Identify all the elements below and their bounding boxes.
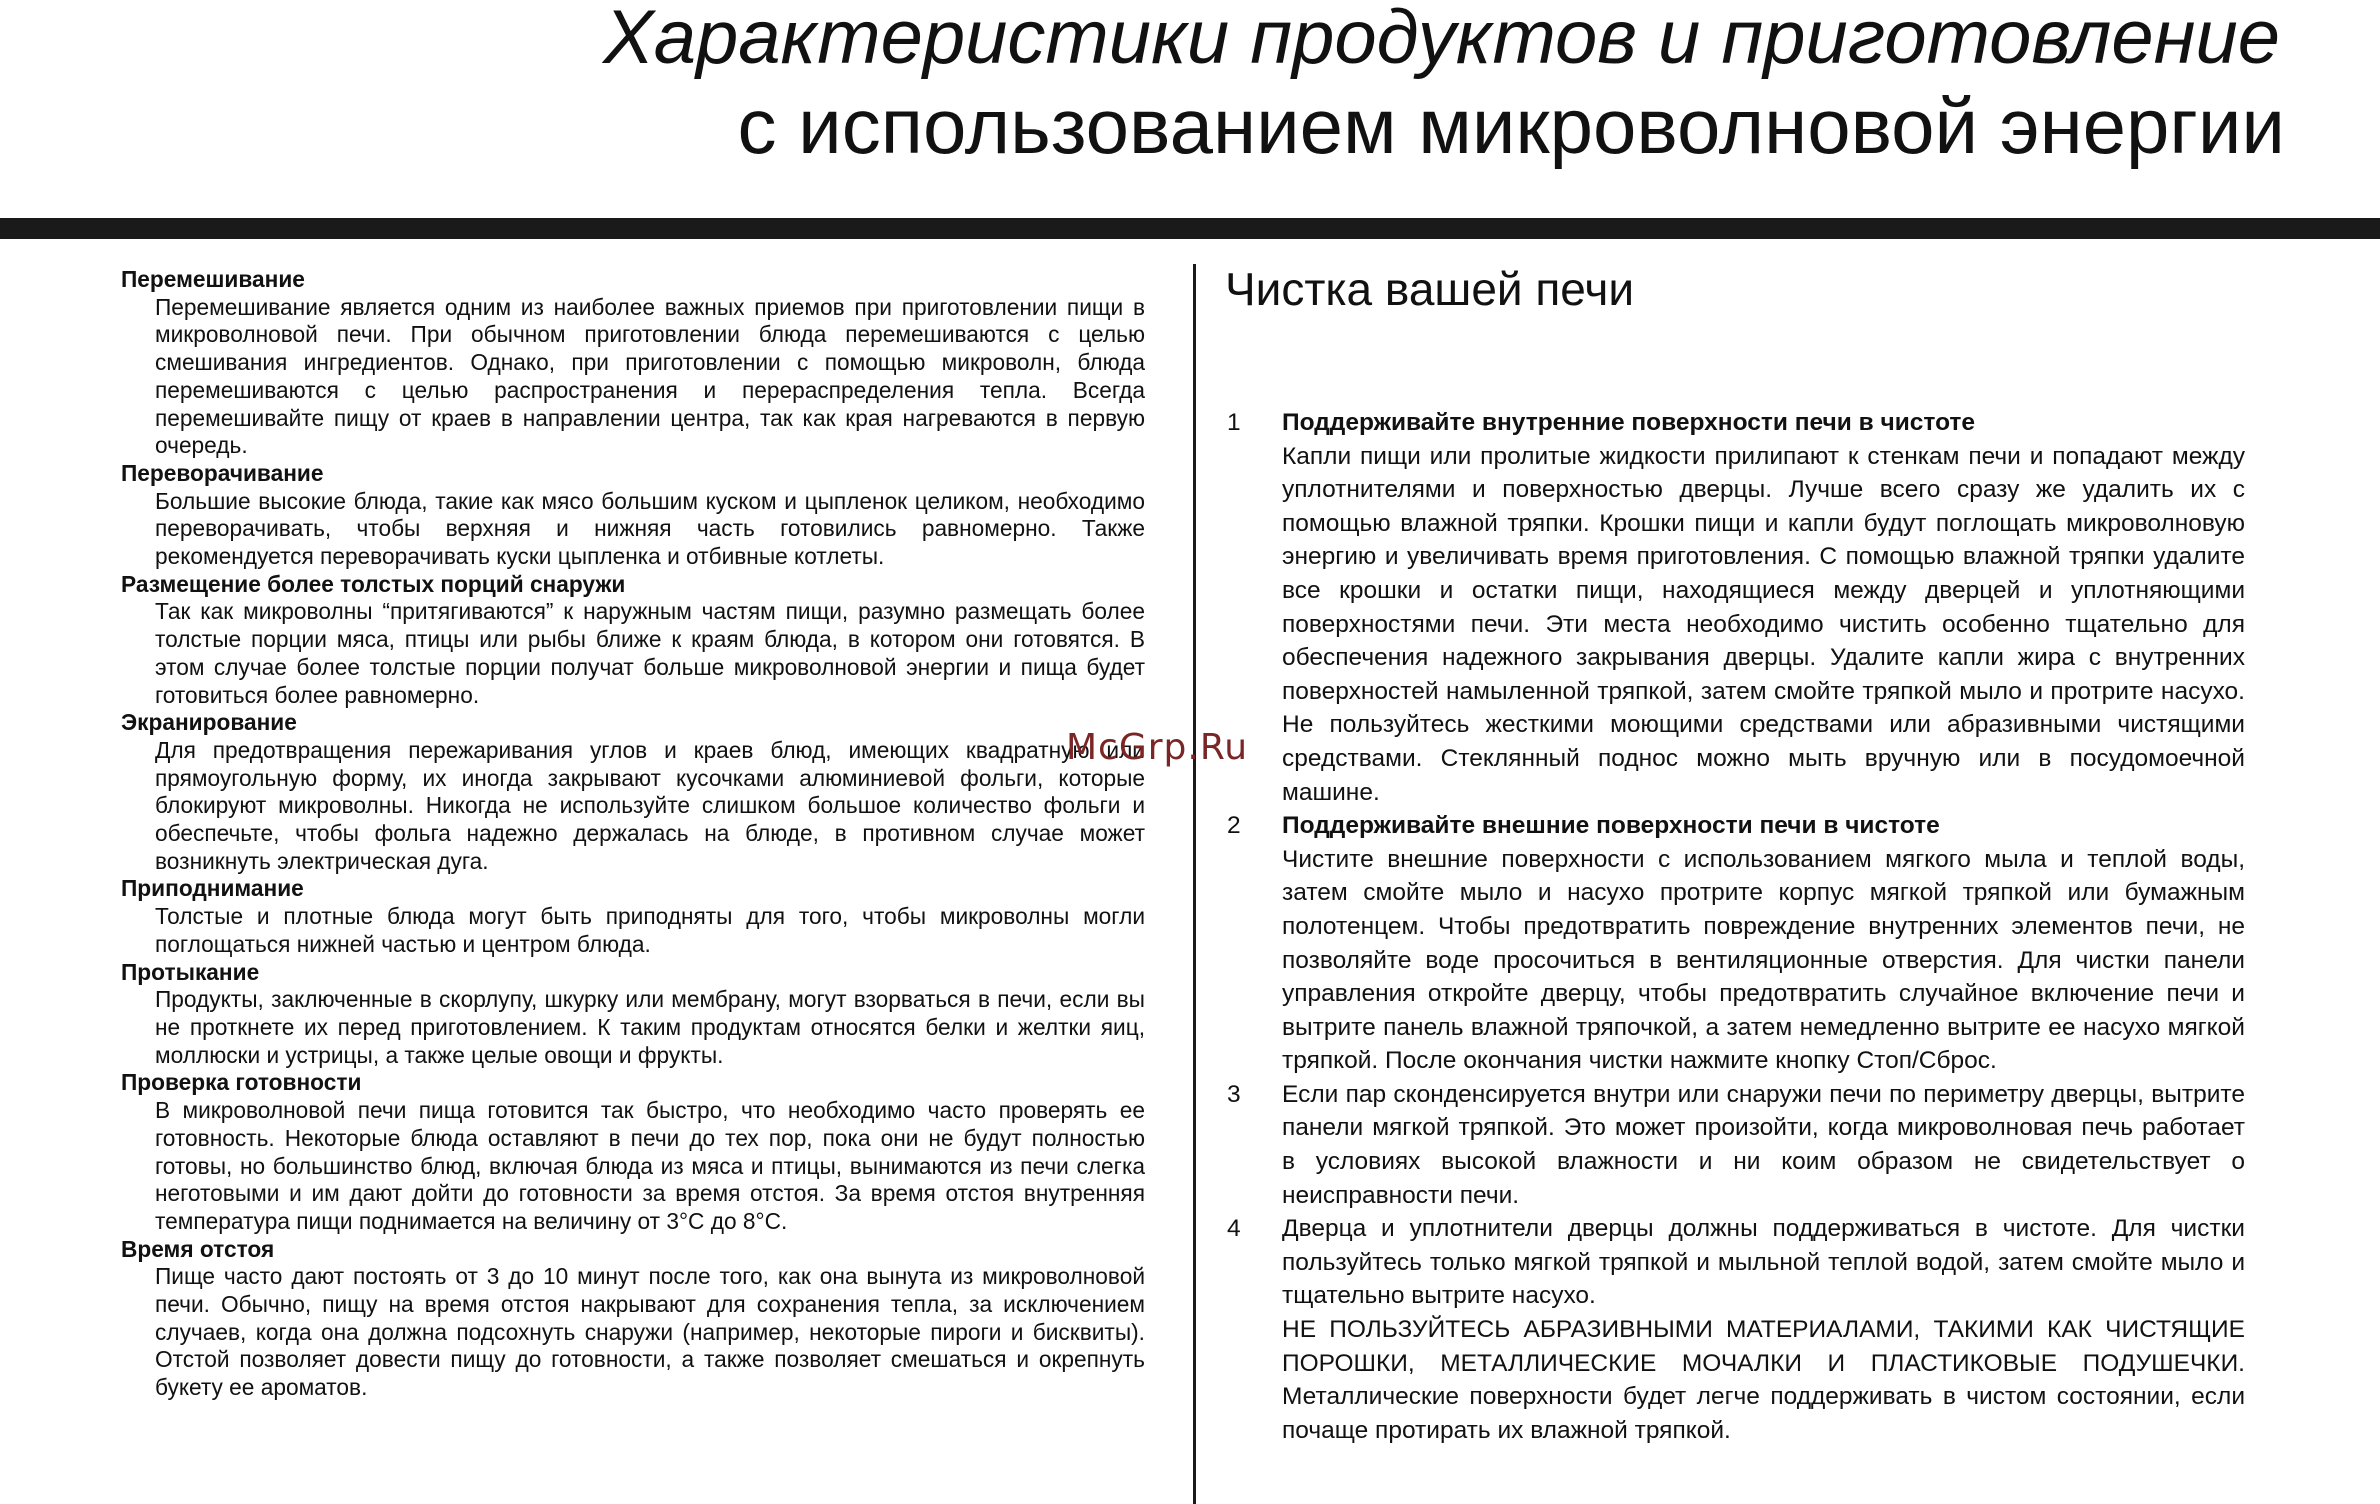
section-thick-portions <box>121 571 1145 710</box>
column-divider <box>1193 264 1196 1504</box>
item-number: 4 <box>1227 1215 1241 1243</box>
page-title-line1: Характеристики продуктов и приготовление <box>603 0 2280 80</box>
section-turning <box>121 460 1145 571</box>
section-text: В микроволновой печи пища готовится так быстро, что необходимо часто проверять ее готовность. Некоторые блюда оставляют в печи до тех пор, пока они не будут полностью готовы, но большинство блюд, включая блюда из мяса и птицы, вынимаются из печи слегка неготовыми и им дают дойти до готовности за время отстоя. За время отстоя внутренняя температура пищи поднимается на величину от 3°С до 8°С. <box>155 1097 1145 1234</box>
cleaning-title: Чистка вашей печи <box>1225 263 1635 315</box>
item-number: 2 <box>1227 812 1241 840</box>
section-text: Для предотвращения пережаривания углов и краев блюд, имеющих квадратную или прямоугольную форму, их иногда закрывают кусочками алюминиевой фольги, которые блокируют микроволны. Никогда не используйте слишком большое количество фольги и обеспечьте, чтобы фольга надежно держалась на блюде, в противном случае может возникнуть электрическая дуга. <box>155 736 1145 874</box>
section-text: Толстые и плотные блюда могут быть приподняты для того, чтобы микроволны могли поглощаться нижней частью и центром блюда. <box>155 903 1145 957</box>
section-shielding <box>121 709 1145 875</box>
section-text: Пище часто дают постоять от 3 до 10 минут после того, как она вынута из микроволновой печи. Обычно, пищу на время отстоя накрывают для сохранения тепла, за исключением случаев, когда она должна подсохнуть снаружи (например, некоторые пироги и бисквиты). Отстой позволяет довести пищу до готовности, а также позволяет смешаться и окрепнуть букету ее ароматов. <box>155 1263 1145 1401</box>
section-doneness <box>121 1069 1145 1235</box>
cleaning-item <box>1225 1212 2245 1447</box>
item-text: Чистите внешние поверхности с использованием мягкого мыла и теплой воды, затем смойте мыло и насухо протрите корпус мягкой тряпкой или бумажным полотенцем. Чтобы предотвратить повреждение внутренних элементов печи, не позволяйте воде просочиться в вентиляционные отверстия. Для чистки панели управления откройте дверцу, чтобы предотвратить случайное включение печи и вытрите панель влажной тряпочкой, а затем немедленно вытрите ее насухо мягкой тряпкой. После окончания чистки нажмите кнопку Стоп/Сброс. <box>1282 845 2245 1075</box>
left-column <box>121 266 1145 1402</box>
watermark: McGrp.Ru <box>1066 727 1249 768</box>
cleaning-item <box>1225 1078 2245 1212</box>
section-heading: Проверка готовности <box>121 1069 362 1096</box>
section-text: Большие высокие блюда, такие как мясо большим куском и цыпленок целиком, необходимо переворачивать, чтобы верхняя и нижняя часть готовились равномерно. Также рекомендуется переворачивать куски цыпленка и отбивные котлеты. <box>155 487 1145 570</box>
page-header <box>0 0 2380 218</box>
item-text: Дверца и уплотнители дверцы должны поддерживаться в чистоте. Для чистки пользуйтесь только мягкой тряпкой и мыльной теплой водой, затем смойте мыло и тщательно вытрите насухо. <box>1282 1215 2245 1310</box>
section-heading: Время отстоя <box>121 1235 275 1262</box>
section-heading: Протыкание <box>121 958 260 985</box>
item-number: 1 <box>1227 409 1241 436</box>
section-heading: Перемешивание <box>121 266 305 292</box>
cleaning-item <box>1225 406 2245 809</box>
item-number: 3 <box>1227 1080 1241 1108</box>
cleaning-item <box>1225 809 2245 1078</box>
section-heading: Приподнимание <box>121 875 304 902</box>
section-heading: Экранирование <box>121 709 297 736</box>
section-text: Продукты, заключенные в скорлупу, шкурку или мембрану, могут взорваться в печи, если вы не проткнете их перед приготовлением. К таким продуктам относятся белки и желтки яиц, моллюски и устрицы, а также целые овощи и фрукты. <box>155 986 1145 1068</box>
section-piercing <box>121 959 1145 1070</box>
page-title-line2: с использованием микроволновой энергии <box>737 82 2285 170</box>
item-text: Если пар сконденсируется внутри или снаружи печи по периметру дверцы, вытрите панели мягкой тряпкой. Это может произойти, когда микроволновая печь работает в условиях высокой влажности и ни коим образом не свидетельствует о неисправности печи. <box>1282 1080 2245 1209</box>
section-raising <box>121 875 1145 958</box>
header-rule <box>0 218 2380 239</box>
section-mixing <box>121 266 1145 460</box>
section-text: Перемешивание является одним из наиболее важных приемов при приготовлении пищи в микроволновой печи. При обычном приготовлении блюда перемешиваются с целью смешивания ингредиентов. Однако, при приготовлении с помощью микроволн, блюда перемешиваются с целью распространения и перераспределения тепла. Всегда перемешивайте пищу от краев в направлении центра, так как края нагреваются в первую очередь. <box>155 293 1145 459</box>
right-column <box>1225 258 2245 1447</box>
section-heading: Размещение более толстых порций снаружи <box>121 570 626 597</box>
section-heading: Переворачивание <box>121 459 324 486</box>
item-text: Капли пищи или пролитые жидкости прилипают к стенкам печи и попадают между уплотнителями и поверхностью дверцы. Лучше всего сразу же удалить их с помощью влажной тряпки. Крошки пищи и капли будут поглощать микроволновую энергию и увеличивать время приготовления. С помощью влажной тряпки удалите все крошки и остатки пищи, находящиеся между дверцей и уплотняющими поверхностями печи. Эти места необходимо чистить особенно тщательно для обеспечения надежного закрывания дверцы. Удалите капли жира с внутренних поверхностей намыленной тряпкой, затем смойте тряпкой мыло и протрите насухо. Не пользуйтесь жесткими моющими средствами или абразивными чистящими средствами. Стеклянный поднос можно мыть вручную или в посудомоечной машине. <box>1282 442 2245 806</box>
item-heading: Поддерживайте внутренние поверхности печи в чистоте <box>1282 409 1976 436</box>
section-text: Так как микроволны “притягиваются” к наружным частям пищи, разумно размещать более толстые порции мяса, птицы или рыбы ближе к краям блюда, в котором они готовятся. В этом случае более толстые порции получат больше микроволновой энергии и пища будет готовиться более равномерно. <box>155 598 1145 708</box>
item-warning-text: НЕ ПОЛЬЗУЙТЕСЬ АБРАЗИВНЫМИ МАТЕРИАЛАМИ, ТАКИМИ КАК ЧИСТЯЩИЕ ПОРОШКИ, МЕТАЛЛИЧЕСКИЕ МОЧАЛКИ И ПЛАСТИКОВЫЕ ПОДУШЕЧКИ. Металлические поверхности будет легче поддерживать в чистом состоянии, если почаще протирать их влажной тряпкой. <box>1282 1316 2245 1444</box>
item-heading: Поддерживайте внешние поверхности печи в чистоте <box>1282 812 1940 840</box>
section-standing-time <box>121 1236 1145 1402</box>
